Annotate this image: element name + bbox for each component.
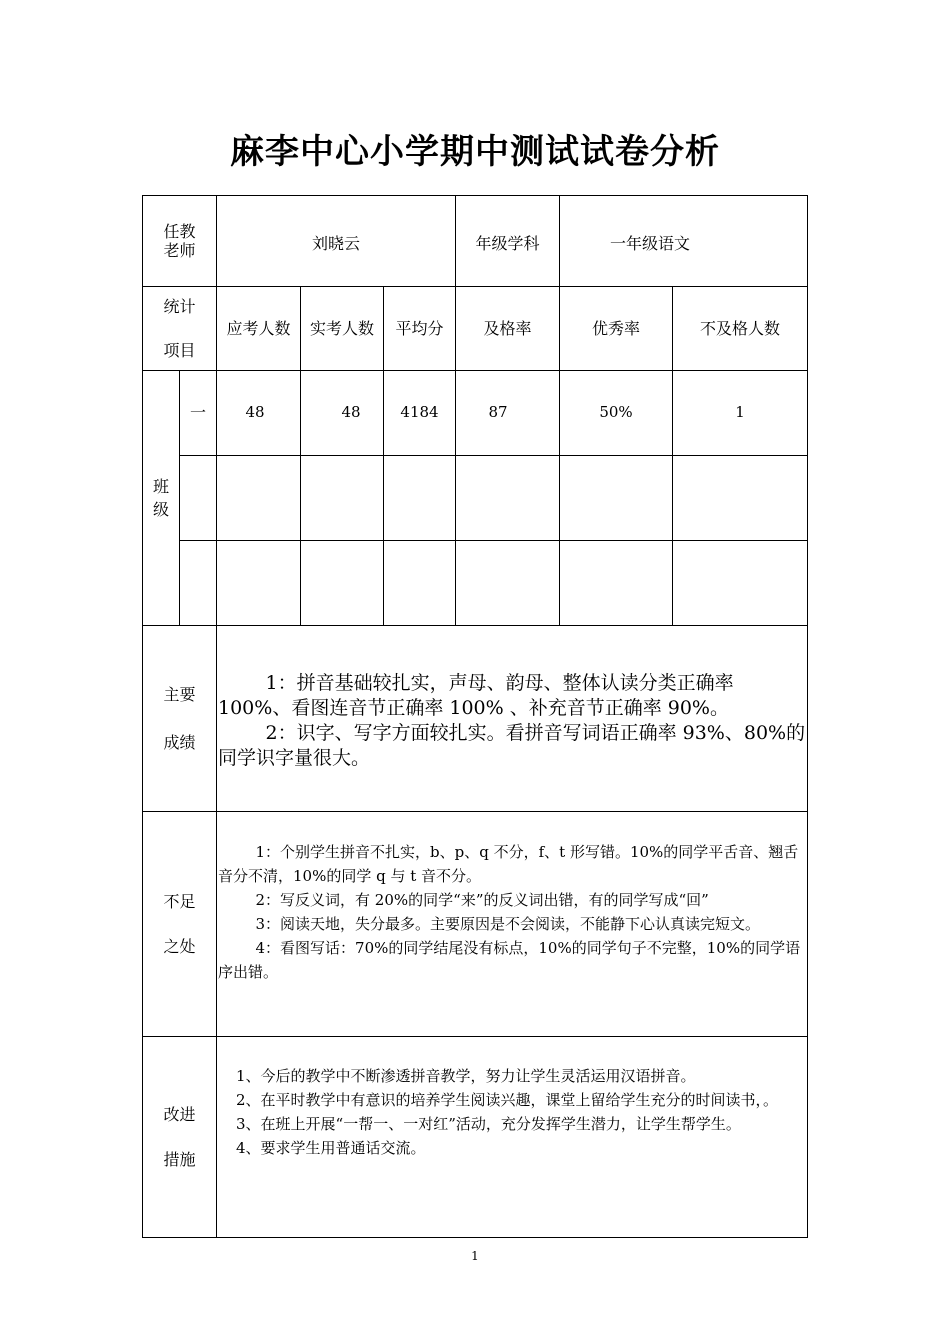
grade-subject-value: 一年级语文	[609, 234, 690, 253]
class-label	[143, 371, 179, 625]
cell-pass-rate: 87	[488, 403, 508, 421]
measure-item: 4、要求学生用普通话交流。	[236, 1139, 426, 1157]
header-expected: 应考人数	[226, 318, 291, 338]
stats-label-line2: 项目	[163, 340, 196, 360]
teacher-label-line1: 任教	[163, 221, 196, 241]
measure-item: 1、今后的教学中不断渗透拼音教学，努力让学生灵活运用汉语拼音。	[236, 1067, 696, 1085]
page-title: 麻李中心小学期中测试试卷分析	[230, 132, 720, 172]
class-row-name: 一	[189, 403, 206, 422]
header-average: 平均分	[395, 318, 444, 338]
shortcomings-label	[143, 812, 216, 1036]
measures-text	[218, 1064, 806, 1160]
stats-label	[143, 287, 216, 370]
achievements-label-line2: 成绩	[163, 732, 196, 752]
shortcoming-item: 1：个别学生拼音不扎实，b、p、q 不分，f、t 形写错。10%的同学平舌音、翘舌音分不清，10%的同学 q 与 t 音不分。	[218, 843, 799, 885]
grade-subject-label: 年级学科	[475, 234, 540, 253]
header-pass-rate: 及格率	[483, 318, 532, 338]
shortcoming-item: 2：写反义词，有 20%的同学“来”的反义词出错，有的同学写成“回”	[255, 891, 709, 909]
class-label-line1: 班	[152, 476, 169, 496]
cell-expected: 48	[245, 403, 265, 421]
shortcoming-item: 4：看图写话：70%的同学结尾没有标点，10%的同学句子不完整，10%的同学语序出错。	[218, 939, 801, 981]
header-actual: 实考人数	[309, 318, 374, 338]
cell-excellent-rate: 50%	[599, 403, 633, 421]
achievements-text	[218, 671, 806, 771]
header-excellent-rate: 优秀率	[591, 318, 640, 338]
shortcomings-label-line1: 不足	[163, 891, 196, 911]
cell-actual: 48	[341, 403, 361, 421]
measures-label	[143, 1037, 216, 1237]
stats-label-line1: 统计	[163, 297, 196, 317]
measures-label-line1: 改进	[163, 1104, 196, 1124]
achievement-item: 1：拼音基础较扎实，声母、韵母、整体认读分类正确率100%、看图连音节正确率 100% 、补充音节正确率 90%。	[218, 672, 734, 719]
measures-label-line2: 措施	[163, 1150, 196, 1169]
measure-item: 3、在班上开展“一帮一、一对红”活动，充分发挥学生潜力，让学生帮学生。	[236, 1115, 741, 1133]
achievement-item: 2：识字、写字方面较扎实。看拼音写词语正确率 93%、80%的同学识字量很大。	[218, 722, 806, 769]
class-label-line2: 级	[152, 500, 169, 519]
shortcoming-item: 3：阅读天地，失分最多。主要原因是不会阅读，不能静下心认真读完短文。	[255, 915, 761, 933]
teacher-name: 刘晓云	[311, 234, 360, 253]
measure-item: 2、在平时教学中有意识的培养学生阅读兴趣，课堂上留给学生充分的时间读书，。	[236, 1091, 779, 1109]
page-number: 1	[471, 1249, 479, 1263]
teacher-label	[143, 196, 216, 286]
header-fail-count: 不及格人数	[699, 318, 780, 338]
achievements-label	[143, 626, 216, 811]
shortcomings-text	[218, 840, 806, 984]
cell-fail-count: 1	[735, 403, 745, 421]
teacher-label-line2: 老师	[163, 241, 196, 260]
cell-average: 4184	[400, 403, 439, 421]
achievements-label-line1: 主要	[163, 685, 196, 705]
shortcomings-label-line2: 之处	[163, 937, 196, 956]
